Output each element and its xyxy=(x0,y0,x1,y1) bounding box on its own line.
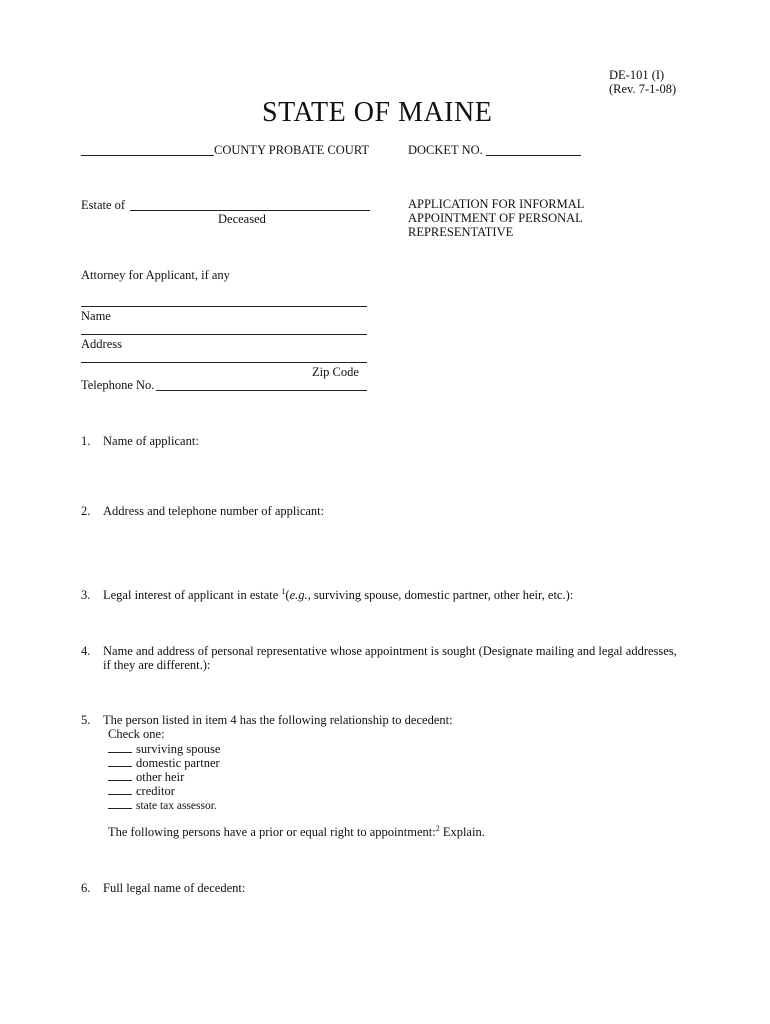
option-label: state tax assessor. xyxy=(136,800,217,812)
item1-number: 1. xyxy=(81,434,91,448)
checkbox-line[interactable] xyxy=(108,797,132,809)
checkbox-line[interactable] xyxy=(108,755,132,767)
explain-label: Explain. xyxy=(442,825,485,839)
estate-of-label: Estate of xyxy=(81,198,126,212)
item4-line1: Name and address of personal representative whose appointment is sought (Designate mailing and legal addresses, xyxy=(103,644,677,658)
page-title: STATE OF MAINE xyxy=(262,97,493,128)
attorney-address-line[interactable] xyxy=(81,334,367,335)
item2-number: 2. xyxy=(81,504,91,518)
item5-check-one: Check one: xyxy=(108,727,165,741)
item6-number: 6. xyxy=(81,881,91,895)
item2-text: Address and telephone number of applicant: xyxy=(103,504,325,518)
item5-text: The person listed in item 4 has the following relationship to decedent: xyxy=(103,713,453,727)
prior-right-footnote: 2 xyxy=(435,823,440,833)
option-label: surviving spouse xyxy=(136,742,221,756)
item4-line2: if they are different.): xyxy=(103,658,211,672)
attorney-address-label: Address xyxy=(81,337,122,351)
item3-text-after: surviving spouse, domestic partner, other heir, etc.): xyxy=(313,588,574,602)
item3-example: e.g., xyxy=(289,588,311,602)
application-title-line2: APPOINTMENT OF PERSONAL xyxy=(408,211,583,225)
checkbox-line[interactable] xyxy=(108,783,132,795)
attorney-name-line[interactable] xyxy=(81,306,367,307)
item3-footnote: 1 xyxy=(281,586,286,596)
docket-blank-line[interactable] xyxy=(486,155,581,156)
item6-text: Full legal name of decedent: xyxy=(103,881,246,895)
attorney-zip-label: Zip Code xyxy=(312,365,359,379)
item3-text-before: Legal interest of applicant in estate xyxy=(103,588,279,602)
deceased-label: Deceased xyxy=(218,212,266,226)
court-label: COUNTY PROBATE COURT xyxy=(214,143,370,157)
checkbox-line[interactable] xyxy=(108,769,132,781)
docket-label: DOCKET NO. xyxy=(408,143,483,157)
option-state-tax-assessor[interactable] xyxy=(108,797,217,813)
option-label: domestic partner xyxy=(136,756,220,770)
application-title-line1: APPLICATION FOR INFORMAL xyxy=(408,197,585,211)
attorney-telephone-label: Telephone No. xyxy=(81,378,155,392)
option-label: creditor xyxy=(136,784,175,798)
attorney-heading: Attorney for Applicant, if any xyxy=(81,268,230,282)
attorney-telephone-line[interactable] xyxy=(156,390,367,391)
form-number: DE-101 (I) xyxy=(609,68,665,82)
item5-number: 5. xyxy=(81,713,91,727)
form-revision: (Rev. 7-1-08) xyxy=(609,82,677,96)
prior-right-statement xyxy=(108,825,485,839)
attorney-city-line[interactable] xyxy=(81,362,367,363)
option-label: other heir xyxy=(136,770,185,784)
item3-text: Legal interest of applicant in estate $^1$(e.g., surviving spouse, domestic partner, other heir, etc.): xyxy=(103,586,574,602)
estate-name-line[interactable] xyxy=(130,210,370,211)
county-blank-line[interactable] xyxy=(81,155,214,156)
prior-right-text: The following persons have a prior or equal right to appointment: xyxy=(108,825,436,839)
item1-text: Name of applicant: xyxy=(103,434,199,448)
attorney-name-label: Name xyxy=(81,309,111,323)
application-title-line3: REPRESENTATIVE xyxy=(408,225,514,239)
item3-number: 3. xyxy=(81,588,91,602)
checkbox-line[interactable] xyxy=(108,741,132,753)
item4-number: 4. xyxy=(81,644,91,658)
